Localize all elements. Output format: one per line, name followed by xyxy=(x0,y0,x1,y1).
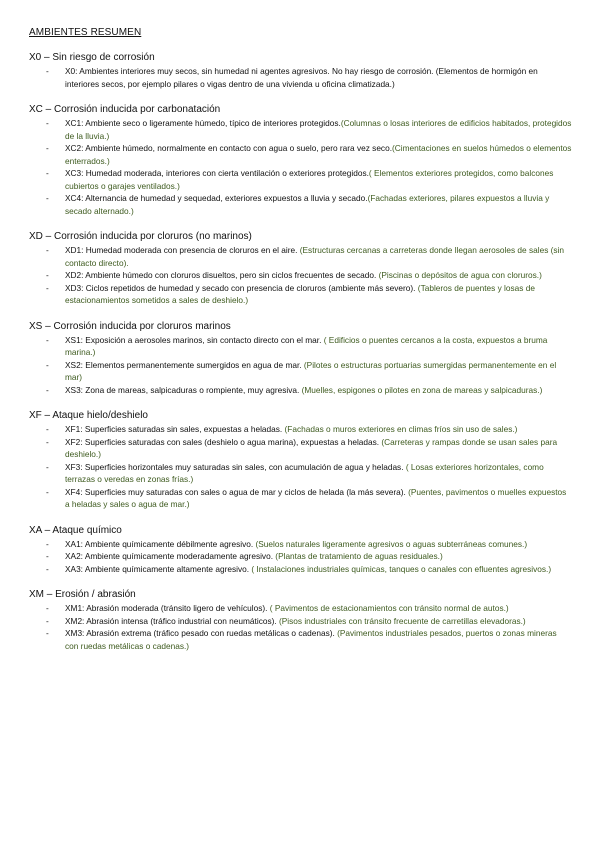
item-example: (Tableros de puentes y losas de estacionamientos sometidos a sales de deshielo.) xyxy=(65,282,535,305)
section xyxy=(29,524,576,576)
item-list xyxy=(29,538,576,576)
bullet-dash: - xyxy=(46,118,49,128)
bullet-dash: - xyxy=(46,270,49,280)
item-text: XM3: Abrasión extrema (tráfico pesado con ruedas metálicas o cadenas). xyxy=(65,628,335,638)
bullet-dash: - xyxy=(46,334,49,345)
item-example: (Pavimentos industriales pesados, puertos o zonas mineras con ruedas metálicas o cadenas.) xyxy=(65,628,557,651)
item-text: XD2: Ambiente húmedo con cloruros disueltos, pero sin ciclos frecuentes de secado. xyxy=(65,270,377,280)
bullet-dash: - xyxy=(46,461,49,472)
item-text: XC1: Ambiente seco o ligeramente húmedo, típico de interiores protegidos. xyxy=(65,118,341,128)
item-text: XD1: Humedad moderada con presencia de cloruros en el aire. xyxy=(65,245,298,255)
item-list xyxy=(29,117,576,217)
item-text: XF4: Superficies muy saturadas con sales o agua de mar y ciclos de helada (la más severa). xyxy=(65,486,406,497)
item-example: (Columnas o losas interiores de edificios habitados, protegidos de la lluvia.) xyxy=(65,118,572,141)
section-heading: XA – Ataque químico xyxy=(29,524,122,536)
item-text: XF2: Superficies saturadas con sales (deshielo o agua marina), expuestas a heladas. xyxy=(65,436,380,447)
item-example: ( Edificios o puentes cercanos a la costa, expuestos a bruma marina.) xyxy=(65,334,548,357)
item-text: XS3: Zona de mareas, salpicaduras o rompiente, muy agresiva. xyxy=(65,384,300,395)
item-text: XA2: Ambiente químicamente moderadamente agresivo. xyxy=(65,551,273,561)
item-example: ( Pavimentos de estacionamientos con tránsito normal de autos.) xyxy=(267,603,509,613)
item-example: (Piscinas o depósitos de agua con cloruros.) xyxy=(376,270,542,280)
bullet-dash: - xyxy=(46,66,49,76)
item-list xyxy=(29,244,576,307)
list-item xyxy=(29,461,576,486)
item-text: XA1: Ambiente químicamente débilmente agresivo. xyxy=(65,538,254,549)
section xyxy=(29,588,576,652)
list-item xyxy=(29,486,576,511)
item-example: ( Elementos exteriores protegidos, como balcones cubiertos o garajes ventilados.) xyxy=(65,168,554,191)
list-item xyxy=(29,563,576,576)
item-list xyxy=(29,334,576,397)
item-example: (Suelos naturales ligeramente agresivos o aguas subterráneas comunes.) xyxy=(253,538,528,549)
bullet-dash: - xyxy=(46,282,49,293)
item-text: XM2: Abrasión intensa (tráfico industrial con neumáticos). xyxy=(65,615,277,626)
list-item xyxy=(29,550,576,563)
section xyxy=(29,320,576,397)
list-item xyxy=(29,192,576,217)
item-list xyxy=(29,423,576,511)
item-text: XA3: Ambiente químicamente altamente agresivo. xyxy=(65,563,250,574)
item-text: XC4: Alternancia de humedad y sequedad, exteriores expuestos a lluvia y secado. xyxy=(65,193,368,203)
item-example: (Cimentaciones en suelos húmedos o elementos enterrados.) xyxy=(65,143,572,166)
item-text: XS2: Elementos permanentemente sumergidos en agua de mar. xyxy=(65,359,302,370)
list-item xyxy=(29,627,576,652)
item-example: (Estructuras cercanas a carreteras donde llegan aerosoles de sales (sin contacto directo). xyxy=(65,245,565,268)
item-text: XC2: Ambiente húmedo, normalmente en contacto con agua o suelo, pero rara vez seco. xyxy=(65,143,392,153)
item-example: (Plantas de tratamiento de aguas residuales.) xyxy=(273,551,443,561)
bullet-dash: - xyxy=(46,143,49,153)
bullet-dash: - xyxy=(46,424,49,434)
bullet-dash: - xyxy=(46,193,49,203)
bullet-dash: - xyxy=(46,551,49,561)
item-example: (Pisos industriales con tránsito frecuente de carretillas elevadoras.) xyxy=(276,615,526,626)
section xyxy=(29,230,576,307)
bullet-dash: - xyxy=(46,628,49,638)
item-text: XF1: Superficies saturadas sin sales, expuestas a heladas. xyxy=(65,424,283,434)
bullet-dash: - xyxy=(46,615,49,626)
item-example: ( Instalaciones industriales químicas, tanques o canales con efluentes agresivos.) xyxy=(249,563,552,574)
item-text: XM1: Abrasión moderada (tránsito ligero de vehículos). xyxy=(65,603,268,613)
item-text: X0: Ambientes interiores muy secos, sin humedad ni agentes agresivos. No hay riesgo de corrosión. (Elementos de hormigón en interiores secos, por ejemplo pilares o vigas dentro de una vivienda u oficina climatizada.) xyxy=(65,66,538,89)
list-item xyxy=(29,65,576,90)
item-example: ( Losas exteriores horizontales, como terrazas o veredas en zonas frías.) xyxy=(65,461,544,484)
bullet-dash: - xyxy=(46,168,49,178)
bullet-dash: - xyxy=(46,603,49,613)
bullet-dash: - xyxy=(46,359,49,370)
bullet-dash: - xyxy=(46,436,49,447)
section xyxy=(29,103,576,217)
item-example: (Muelles, espigones o pilotes en zona de mareas y salpicaduras.) xyxy=(299,384,543,395)
list-item xyxy=(29,436,576,461)
item-example: (Puentes, pavimentos o muelles expuestos a heladas y sales o agua de mar.) xyxy=(65,486,567,509)
list-item xyxy=(29,167,576,192)
list-item xyxy=(29,142,576,167)
item-list xyxy=(29,65,576,90)
list-item xyxy=(29,615,576,628)
list-item xyxy=(29,602,576,615)
section-heading: XM – Erosión / abrasión xyxy=(29,589,136,600)
section xyxy=(29,409,576,511)
section-heading: XC – Corrosión inducida por carbonatación xyxy=(29,104,221,115)
section-heading: X0 – Sin riesgo de corrosión xyxy=(29,52,155,63)
list-item xyxy=(29,282,576,307)
item-example: (Fachadas exteriores, pilares expuestos a lluvia y secado alternado.) xyxy=(65,193,550,216)
bullet-dash: - xyxy=(46,384,49,395)
section-heading: XF – Ataque hielo/deshielo xyxy=(29,410,148,421)
item-list xyxy=(29,602,576,652)
item-text: XS1: Exposición a aerosoles marinos, sin contacto directo con el mar. xyxy=(65,334,322,345)
bullet-dash: - xyxy=(46,245,49,255)
bullet-dash: - xyxy=(46,486,49,497)
list-item xyxy=(29,244,576,269)
bullet-dash: - xyxy=(46,563,49,574)
bullet-dash: - xyxy=(46,538,49,549)
item-text: XC3: Humedad moderada, interiores con cierta ventilación o exteriores protegidos. xyxy=(65,168,369,178)
section-heading: XS – Corrosión inducida por cloruros marinos xyxy=(29,320,231,332)
item-example: (Carreteras y rampas donde se usan sales para deshielo.) xyxy=(65,436,558,459)
item-text: XD3: Ciclos repetidos de humedad y secado con presencia de cloruros (ambiente más severo). xyxy=(65,282,416,293)
item-example: (Fachadas o muros exteriores en climas fríos sin uso de sales.) xyxy=(282,424,518,434)
list-item xyxy=(29,384,576,397)
item-example: (Pilotes o estructuras portuarias sumergidas permanentemente en el mar) xyxy=(65,359,557,382)
list-item xyxy=(29,423,576,436)
list-item xyxy=(29,334,576,359)
section-heading: XD – Corrosión inducida por cloruros (no marinos) xyxy=(29,231,252,242)
list-item xyxy=(29,538,576,551)
list-item xyxy=(29,117,576,142)
list-item xyxy=(29,269,576,282)
item-text: XF3: Superficies horizontales muy saturadas sin sales, con acumulación de agua y heladas. xyxy=(65,461,404,472)
document-title: AMBIENTES RESUMEN xyxy=(29,27,142,38)
sections-container xyxy=(29,51,576,652)
list-item xyxy=(29,359,576,384)
section xyxy=(29,51,576,90)
